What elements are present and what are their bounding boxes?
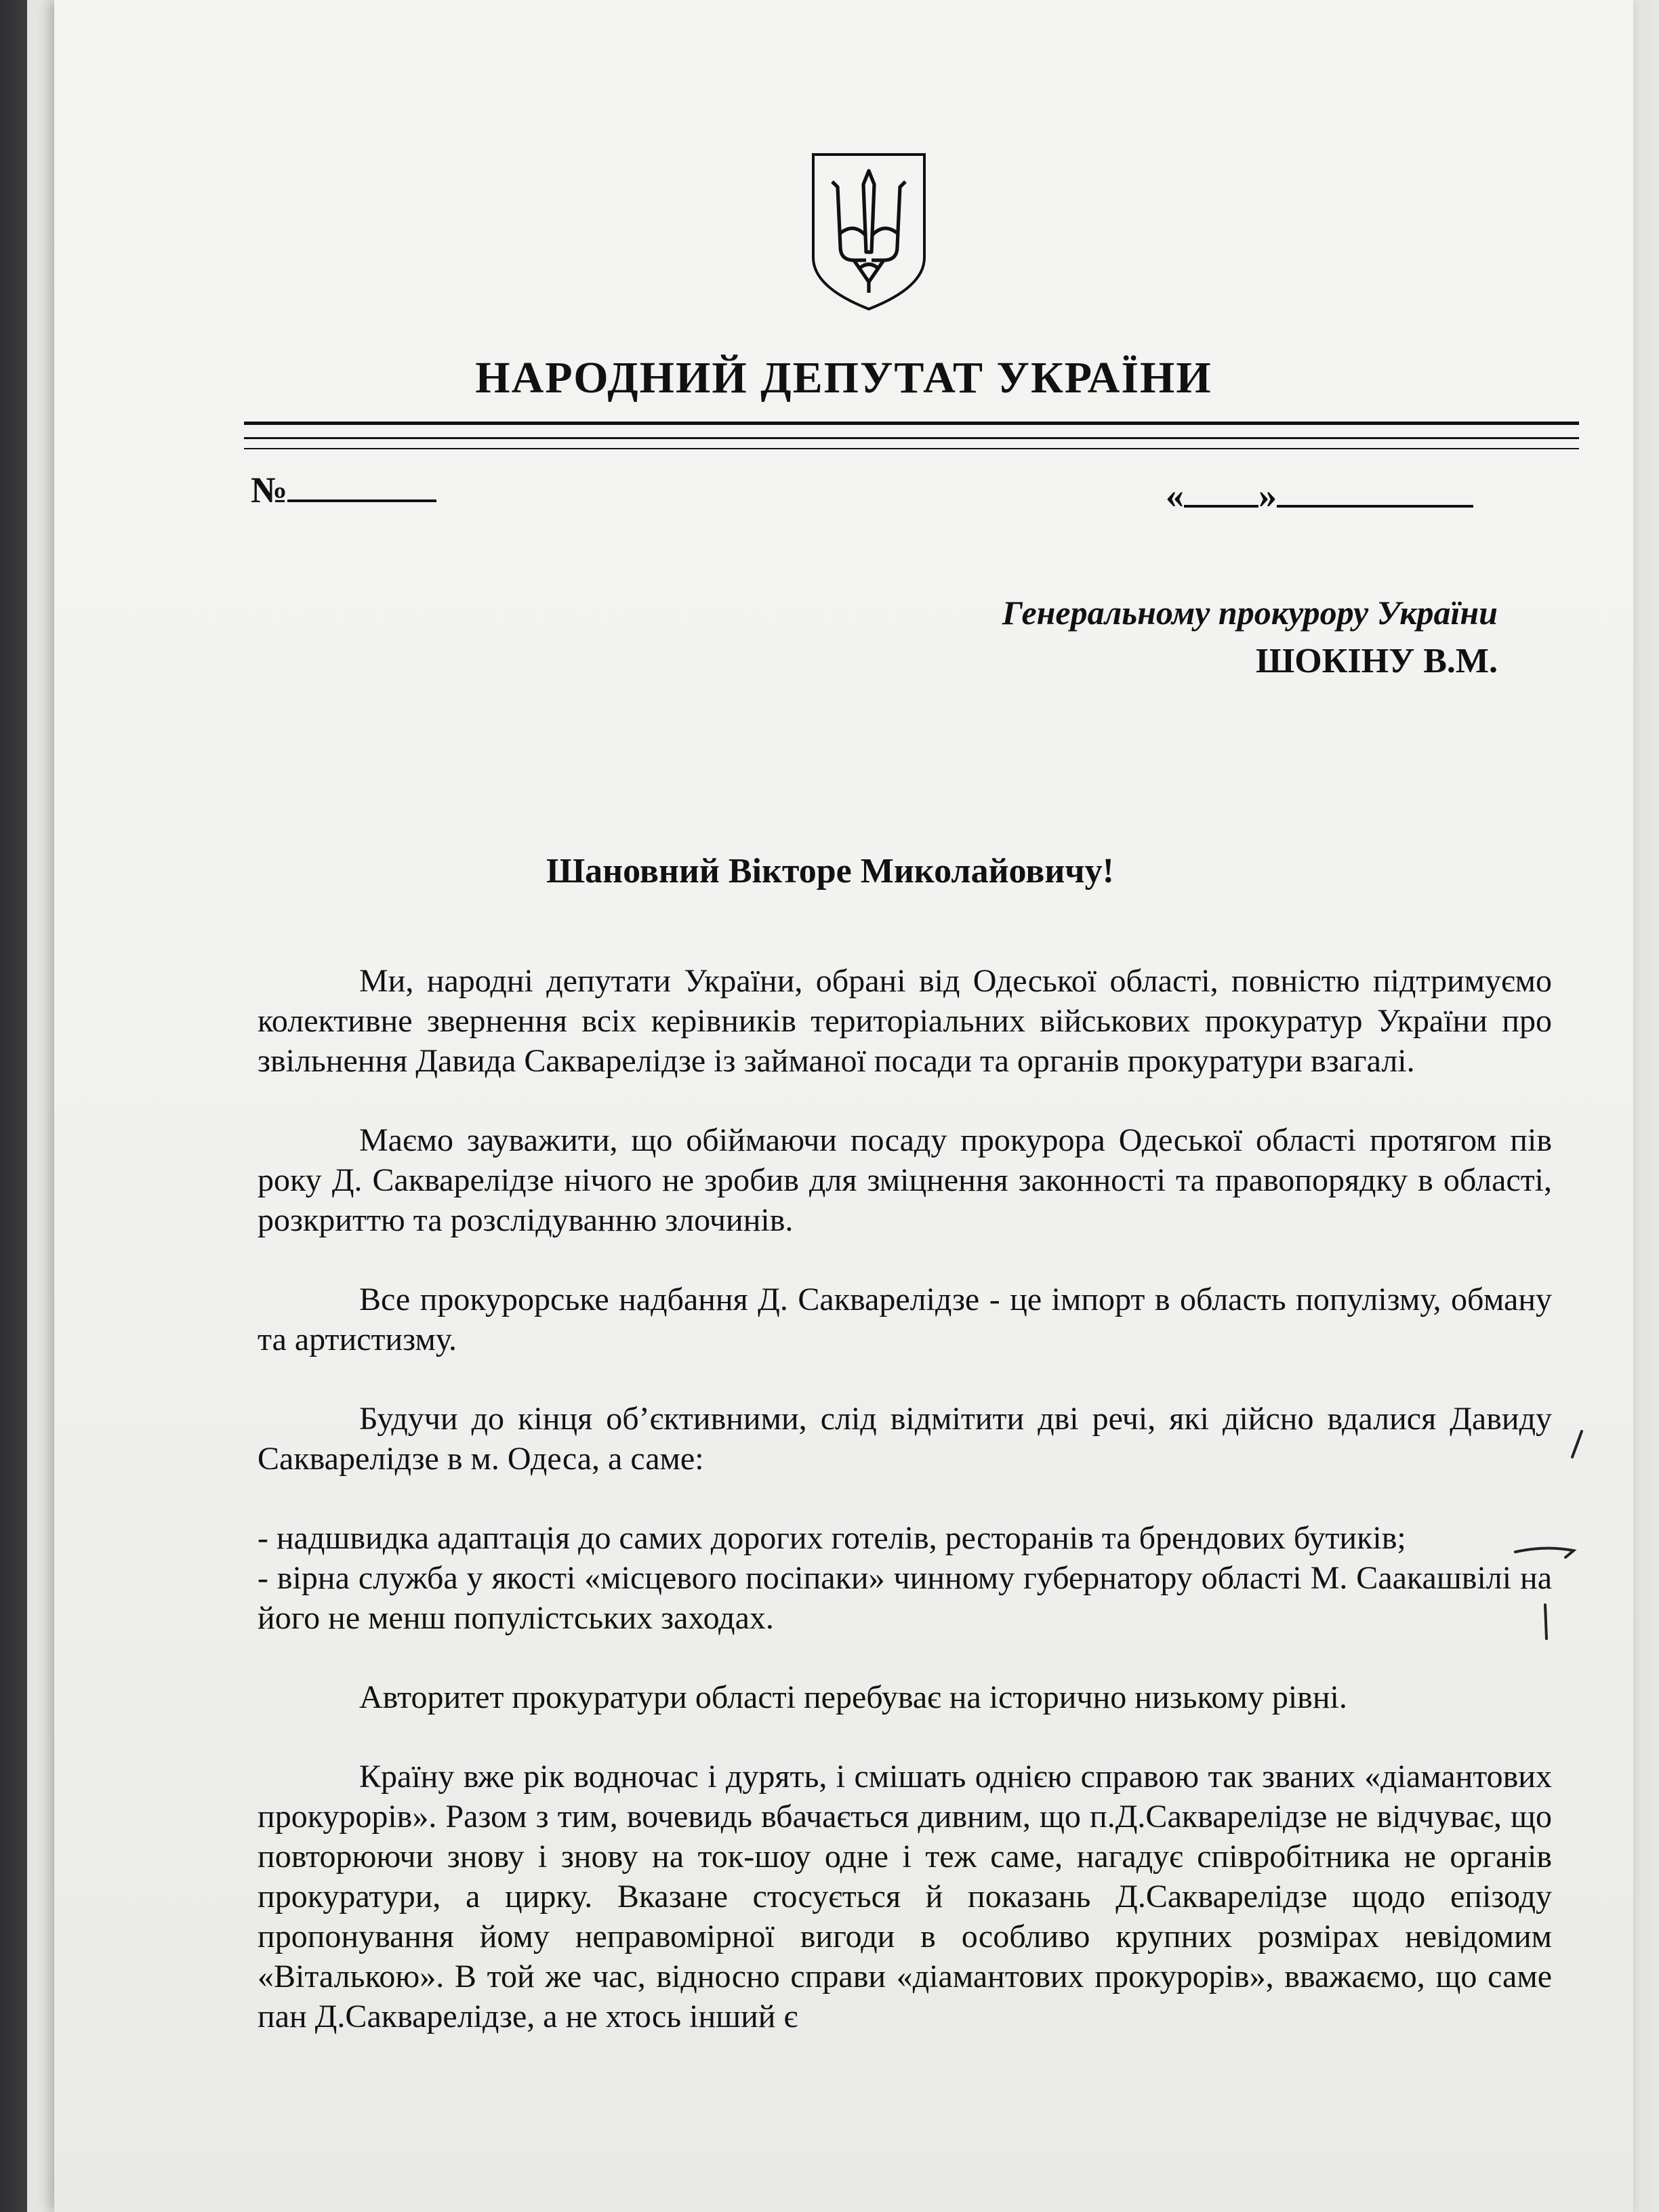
list-item: - вірна служба у якості «місцевого посіпаки» чинному губернатору області М. Саакашвілі на його не менш популістських заходах. [258,1560,1552,1636]
trident-emblem-icon [808,152,930,312]
body-paragraph: Будучи до кінця об’єктивними, слід відмітити дві речі, які дійсно вдалися Давиду Сакварелідзе в м. Одеса, а саме: [258,1401,1552,1477]
pen-mark-icon [1559,1423,1599,1464]
document-date-field [1166,474,1473,516]
header-divider [244,422,1579,425]
letter-body [258,961,1552,2036]
letterhead-title: НАРОДНИЙ ДЕПУТАТ УКРАЇНИ [475,353,1212,403]
addressee-role: Генеральному прокурору України [1002,594,1498,632]
day-blank-line [1184,478,1258,508]
addressee-name: ШОКІНУ В.М. [1256,642,1498,680]
month-year-blank-line [1277,478,1473,508]
number-blank-line [287,472,436,502]
date-open-quote: « [1166,475,1184,516]
body-paragraph: Маємо зауважити, що обіймаючи посаду прокурора Одеської області протягом пів року Д. Сакварелідзе нічого не зробив для зміцнення законності та правопорядку в області, розкриттю та розслідуванню злочинів. [258,1122,1552,1238]
list-item: - надшвидка адаптація до самих дорогих готелів, ресторанів та брендових бутиків; [258,1520,1406,1556]
header-divider [244,437,1579,439]
salutation: Шановний Вікторе Миколайовичу! [546,852,1114,890]
body-paragraph: Країну вже рік водночас і дурять, і смішать однією справою так званих «діамантових прокурорів». Разом з тим, вочевидь вбачається дивним, що п.Д.Сакварелідзе не відчуває, що повторюючи знову і знову на ток-шоу одне і теж саме, нагадує співробітника не органів прокуратури, а цирку. Вказане стосується й показань Д.Сакварелідзе щодо епізоду пропонування йому неправомірної вигоди в особливо крупних розмірах невідомим «Віталькою». В той же час, відносно справи «діамантових прокурорів», вважаємо, що саме пан Д.Сакварелідзе, а не хтось інший є [258,1759,1552,2034]
document-number-field [251,469,436,511]
pen-mark-icon [1532,1599,1559,1647]
number-label: № [251,470,288,510]
header-divider [244,448,1579,449]
letter-page [54,0,1633,2212]
addressee-block [1002,588,1498,686]
date-close-quote: » [1258,475,1277,516]
body-paragraph: Все прокурорське надбання Д. Сакварелідзе - це імпорт в область популізму, обману та артистизму. [258,1282,1552,1357]
body-paragraph: Ми, народні депутати України, обрані від Одеської області, повністю підтримуємо колективне звернення всіх керівників територіальних військових прокуратур України про звільнення Давида Сакварелідзе із займаної посади та органів прокуратури взагалі. [258,963,1552,1079]
pen-mark-icon [1511,1537,1586,1564]
body-paragraph: Авторитет прокуратури області перебуває на історично низькому рівні. [359,1679,1347,1715]
